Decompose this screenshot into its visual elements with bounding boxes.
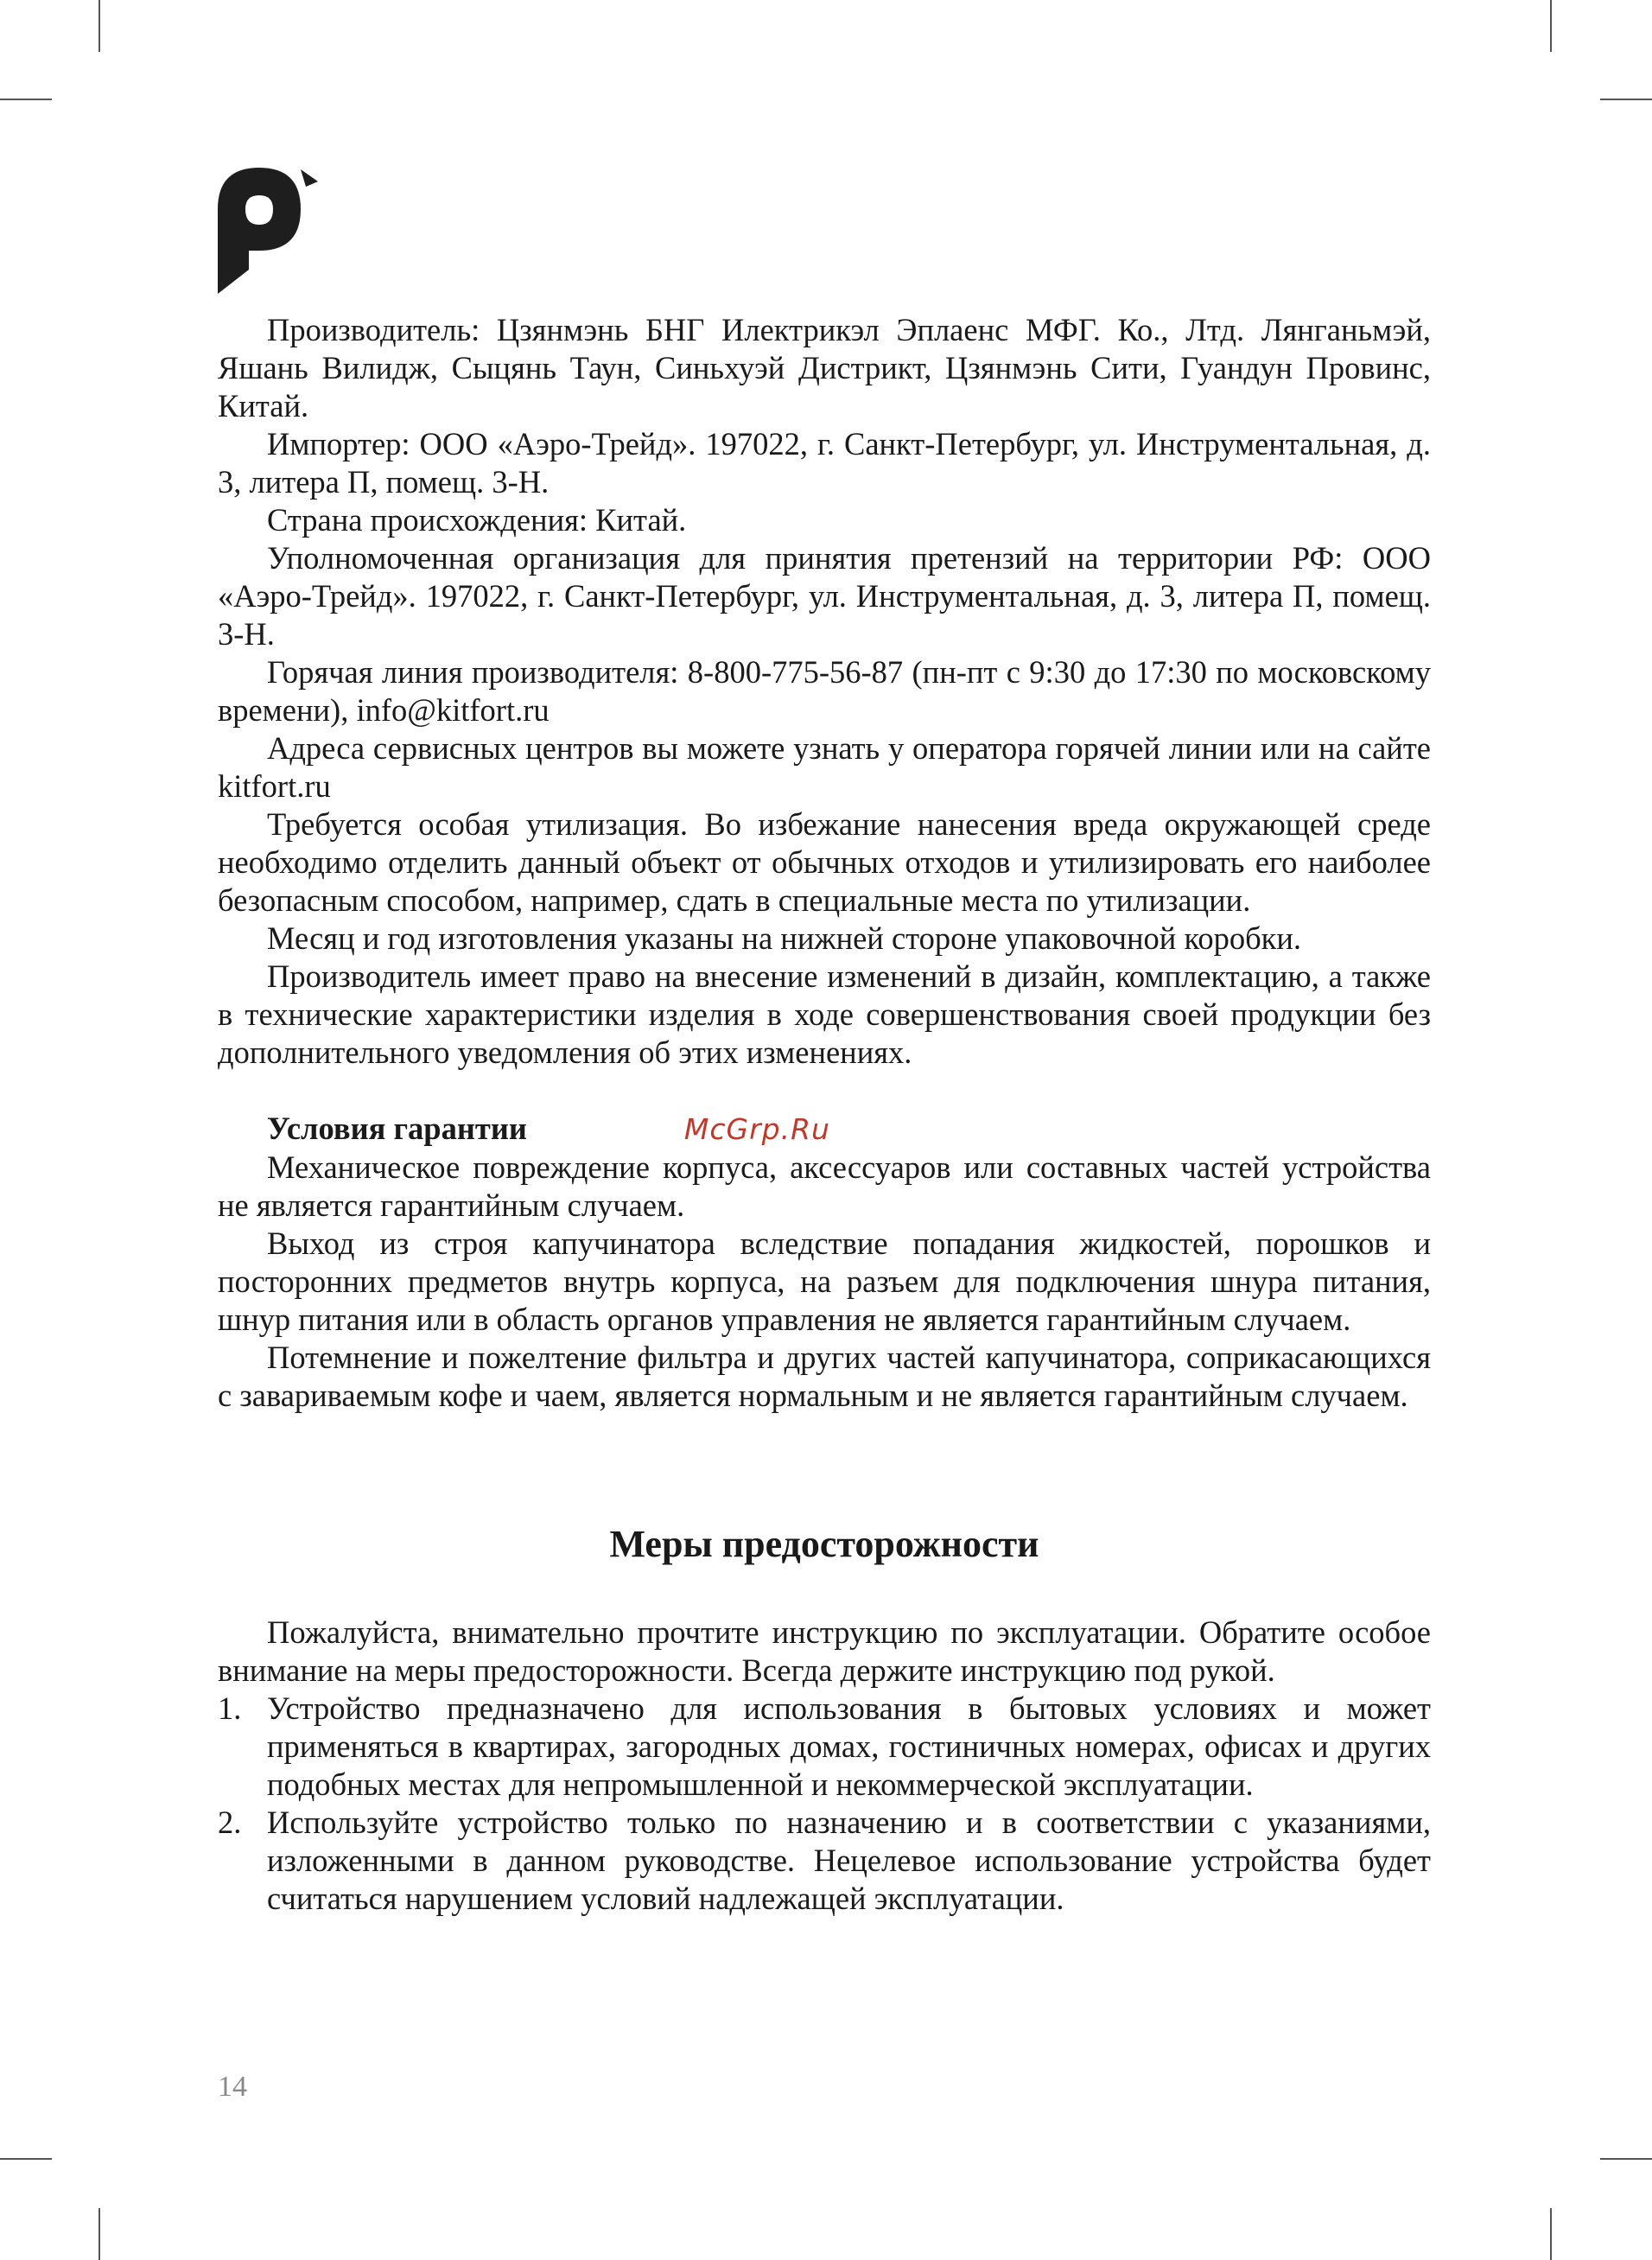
precautions-section <box>218 1518 1431 1918</box>
info-paragraph: Производитель имеет право на внесение изменений в дизайн, комплектацию, а также в технические характеристики изделия в ходе совершенствования своей продукции без дополнительного уведомления об этих изменениях. <box>218 958 1431 1070</box>
precautions-intro: Пожалуйста, внимательно прочтите инструкцию по эксплуатации. Обратите особое внимание на меры предосторожности. Всегда держите инструкцию под рукой. <box>218 1614 1431 1688</box>
info-paragraph: Уполномоченная организация для принятия претензий на территории РФ: ООО «Аэро-Трейд». 197022, г. Санкт-Петербург, ул. Инструментальная, д. 3, литера П, помещ. 3-Н. <box>218 540 1431 652</box>
info-paragraph: Адреса сервисных центров вы можете узнать у оператора горячей линии или на сайте kitfort.ru <box>218 730 1431 804</box>
crop-mark <box>0 2158 52 2160</box>
document-body <box>218 311 1431 1918</box>
page-number: 14 <box>218 2071 247 2103</box>
crop-mark <box>1550 2208 1552 2260</box>
crop-mark <box>1600 99 1652 100</box>
list-item <box>218 1804 1431 1918</box>
info-paragraph: Требуется особая утилизация. Во избежание нанесения вреда окружающей среде необходимо отделить данный объект от обычных отходов и утилизировать его наиболее безопасным способом, например, сдать в специальные места по утилизации. <box>218 806 1431 918</box>
precautions-list <box>218 1690 1431 1918</box>
section-title: Меры предосторожности <box>609 1523 1039 1565</box>
crop-mark <box>98 2208 100 2260</box>
list-item-text: Используйте устройство только по назначению и в соответствии с указаниями, изложенными в данном руководстве. Нецелевое использование устройства будет считаться нарушением условий надлежащей эксплуатации. <box>267 1805 1431 1916</box>
brand-logo-icon <box>216 164 321 294</box>
list-item-text: Устройство предназначено для использования в бытовых условиях и может применяться в квартирах, загородных домах, гостиничных номерах, офисах и других подобных местах для непромышленной и некоммерческой эксплуатации. <box>267 1690 1431 1802</box>
warranty-heading: Условия гарантии <box>267 1111 527 1146</box>
list-item-number: 2. <box>218 1805 242 1840</box>
warranty-paragraph: Механическое повреждение корпуса, аксессуаров или составных частей устройства не является гарантийным случаем. <box>218 1149 1431 1223</box>
crop-mark <box>1550 0 1552 52</box>
list-item <box>218 1690 1431 1804</box>
warranty-paragraph: Выход из строя капучинатора вследствие попадания жидкостей, порошков и посторонних предметов внутрь корпуса, на разъем для подключения шнура питания, шнур питания или в область органов управления не является гарантийным случаем. <box>218 1225 1431 1337</box>
warranty-heading-row <box>218 1110 1431 1149</box>
info-paragraph: Горячая линия производителя: 8-800-775-56-87 (пн-пт с 9:30 до 17:30 по московскому времени), info@kitfort.ru <box>218 654 1431 728</box>
watermark: McGrp.Ru <box>683 1112 830 1146</box>
warranty-section <box>218 1110 1431 1415</box>
crop-mark <box>98 0 100 52</box>
crop-mark <box>0 99 52 100</box>
info-paragraph: Месяц и год изготовления указаны на нижней стороне упаковочной коробки. <box>267 920 1302 956</box>
list-item-number: 1. <box>218 1690 242 1726</box>
manufacturer-info <box>218 311 1431 1072</box>
crop-mark <box>1600 2158 1652 2160</box>
warranty-paragraph: Потемнение и пожелтение фильтра и других частей капучинатора, соприкасающихся с завариваемым кофе и чаем, является нормальным и не является гарантийным случаем. <box>218 1340 1431 1413</box>
info-paragraph: Производитель: Цзянмэнь БНГ Илектрикэл Эплаенс МФГ. Ко., Лтд. Лянганьмэй, Яшань Вилидж, Сыцянь Таун, Синьхуэй Дистрикт, Цзянмэнь Сити, Гуандун Провинс, Китай. <box>218 312 1431 423</box>
info-paragraph: Импортер: ООО «Аэро-Трейд». 197022, г. Санкт-Петербург, ул. Инструментальная, д. 3, литера П, помещ. 3-Н. <box>218 426 1431 500</box>
info-paragraph: Страна происхождения: Китай. <box>267 502 687 538</box>
